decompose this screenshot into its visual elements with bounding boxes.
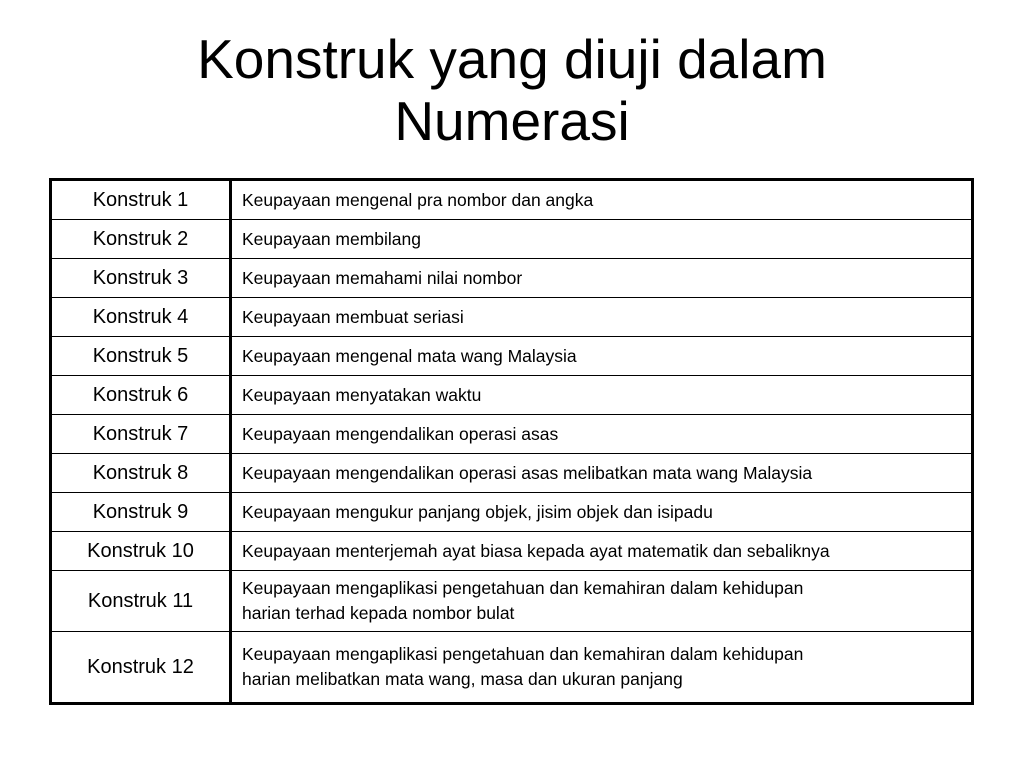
table-row <box>51 454 973 493</box>
table-row <box>51 298 973 337</box>
construct-description: Keupayaan memahami nilai nombor <box>231 259 973 298</box>
construct-description-line-2: harian melibatkan mata wang, masa dan ukuran panjang <box>242 669 683 689</box>
table-row <box>51 415 973 454</box>
table-row <box>51 532 973 571</box>
construct-name: Konstruk 1 <box>51 180 231 220</box>
construct-description: Keupayaan mengukur panjang objek, jisim objek dan isipadu <box>231 493 973 532</box>
construct-description: Keupayaan menyatakan waktu <box>231 376 973 415</box>
table-row <box>51 632 973 704</box>
construct-name: Konstruk 9 <box>51 493 231 532</box>
construct-name: Konstruk 7 <box>51 415 231 454</box>
construct-name: Konstruk 11 <box>51 571 231 632</box>
table-row <box>51 493 973 532</box>
construct-description: Keupayaan mengenal pra nombor dan angka <box>231 180 973 220</box>
construct-name: Konstruk 3 <box>51 259 231 298</box>
construct-name: Konstruk 4 <box>51 298 231 337</box>
construct-description <box>231 571 973 632</box>
table-row <box>51 259 973 298</box>
construct-description: Keupayaan membilang <box>231 220 973 259</box>
construct-name: Konstruk 10 <box>51 532 231 571</box>
construct-name: Konstruk 2 <box>51 220 231 259</box>
construct-description: Keupayaan mengenal mata wang Malaysia <box>231 337 973 376</box>
construct-name: Konstruk 8 <box>51 454 231 493</box>
construct-name: Konstruk 12 <box>51 632 231 704</box>
construct-description-line-1: Keupayaan mengaplikasi pengetahuan dan kemahiran dalam kehidupan <box>242 578 804 598</box>
construct-name: Konstruk 5 <box>51 337 231 376</box>
table-row <box>51 220 973 259</box>
construct-description: Keupayaan mengendalikan operasi asas melibatkan mata wang Malaysia <box>231 454 973 493</box>
construct-description: Keupayaan mengendalikan operasi asas <box>231 415 973 454</box>
construct-description <box>231 632 973 704</box>
slide-title-line-1: Konstruk yang diuji dalam <box>197 28 827 90</box>
slide-title-line-2: Numerasi <box>394 90 630 152</box>
construct-description: Keupayaan membuat seriasi <box>231 298 973 337</box>
table-row <box>51 337 973 376</box>
construct-description-line-2: harian terhad kepada nombor bulat <box>242 603 515 623</box>
table-row <box>51 376 973 415</box>
construct-name: Konstruk 6 <box>51 376 231 415</box>
table-row <box>51 180 973 220</box>
construct-description-line-1: Keupayaan mengaplikasi pengetahuan dan kemahiran dalam kehidupan <box>242 644 804 664</box>
table-row <box>51 571 973 632</box>
slide-title <box>0 28 1024 152</box>
construct-description: Keupayaan menterjemah ayat biasa kepada ayat matematik dan sebaliknya <box>231 532 973 571</box>
construct-table <box>49 178 974 705</box>
